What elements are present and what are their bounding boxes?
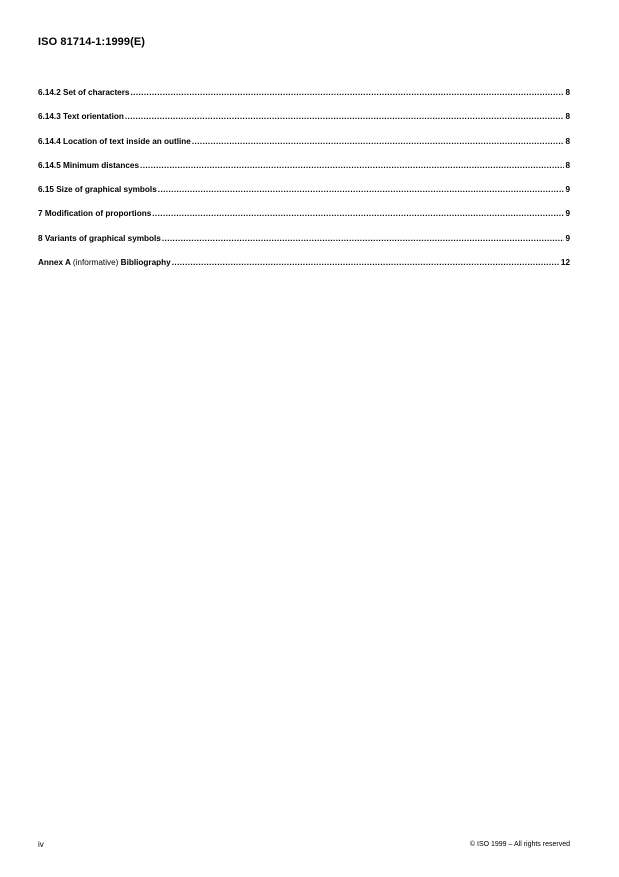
- toc-entry-page: 9: [565, 209, 570, 219]
- toc-leader-dots: [172, 256, 560, 270]
- toc-entry-title: [38, 256, 171, 270]
- toc-entry-page: 8: [565, 136, 570, 146]
- toc-entry[interactable]: [38, 159, 570, 183]
- toc-leader-dots: [140, 159, 564, 173]
- toc-leader-dots: [158, 183, 565, 197]
- toc-entry-page: 8: [565, 112, 570, 122]
- toc-entry[interactable]: [38, 232, 570, 256]
- toc-entry-annex[interactable]: [38, 256, 570, 280]
- annex-type: (informative): [72, 258, 119, 268]
- footer-copyright: © ISO 1999 – All rights reserved: [469, 841, 570, 848]
- footer-page-number: iv: [38, 840, 44, 849]
- table-of-contents: [38, 86, 570, 280]
- toc-entry-title: 8 Variants of graphical symbols: [38, 233, 161, 243]
- toc-entry-title: 6.14.3 Text orientation: [38, 112, 124, 122]
- toc-entry-page: 8: [565, 160, 570, 170]
- toc-entry-page: 12: [560, 258, 570, 268]
- toc-entry[interactable]: [38, 183, 570, 207]
- toc-leader-dots: [192, 135, 565, 149]
- toc-entry-title: 6.14.2 Set of characters: [38, 88, 130, 97]
- toc-leader-dots: [130, 86, 564, 100]
- toc-leader-dots: [162, 232, 565, 246]
- toc-leader-dots: [152, 207, 564, 221]
- toc-entry-page: 9: [565, 233, 570, 243]
- document-header-title: ISO 81714-1:1999(E): [38, 36, 146, 48]
- annex-label: Annex A: [38, 258, 71, 268]
- toc-entry-title: 7 Modification of proportions: [38, 209, 152, 219]
- toc-leader-dots: [125, 110, 565, 124]
- toc-entry-title: 6.14.4 Location of text inside an outline: [38, 136, 191, 146]
- toc-entry-title: 6.15 Size of graphical symbols: [38, 185, 157, 195]
- toc-entry[interactable]: [38, 207, 570, 231]
- toc-entry[interactable]: [38, 86, 570, 110]
- toc-entry[interactable]: [38, 135, 570, 159]
- toc-entry-title: 6.14.5 Minimum distances: [38, 160, 140, 170]
- toc-entry-page: 8: [565, 88, 570, 97]
- toc-entry[interactable]: [38, 110, 570, 134]
- toc-entry-page: 9: [565, 185, 570, 195]
- annex-title: Bibliography: [120, 258, 171, 268]
